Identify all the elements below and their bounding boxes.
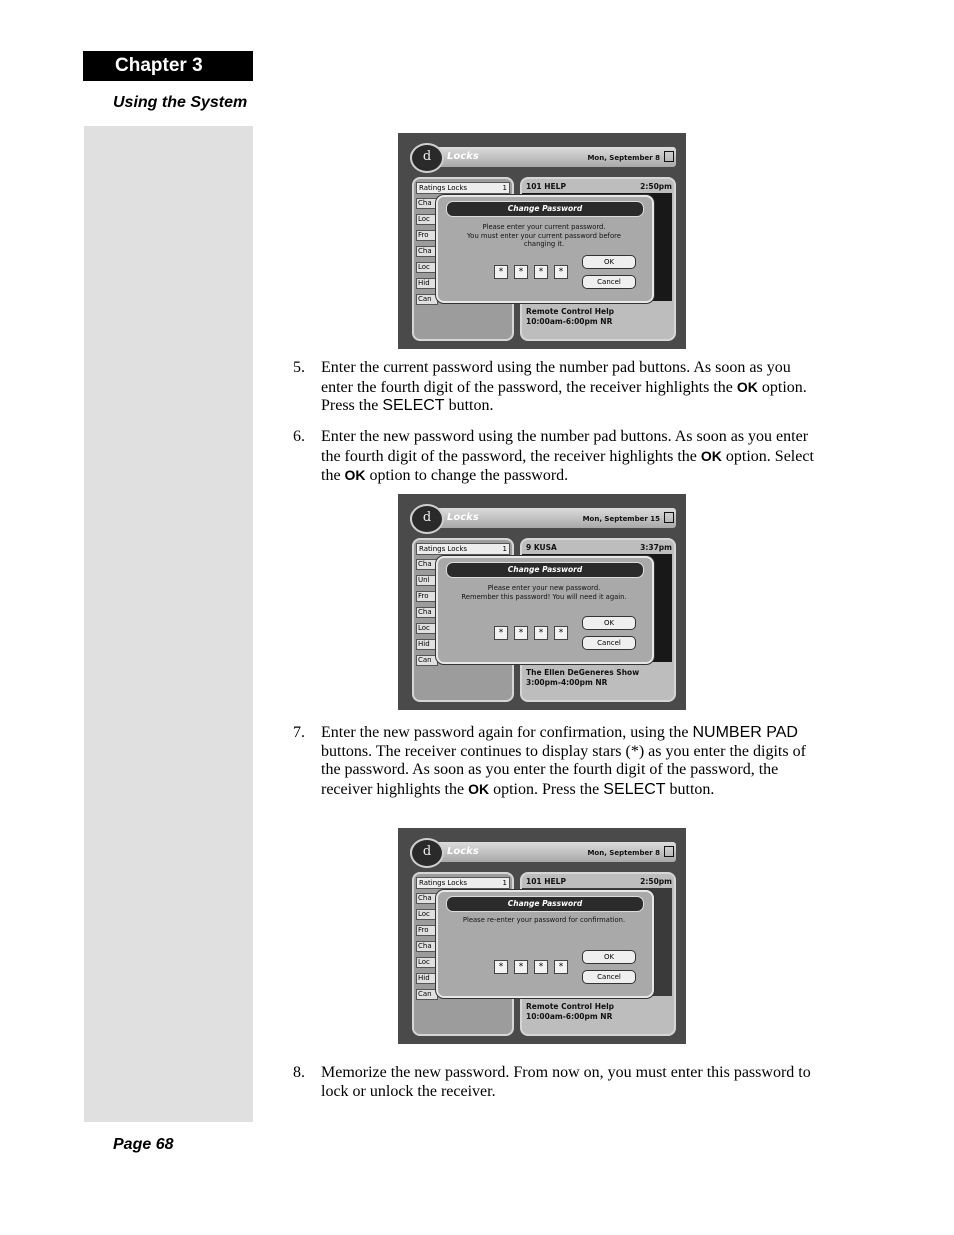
message-line: You must enter your current password before xyxy=(467,231,621,240)
ratings-locks-label: Ratings Locks xyxy=(419,184,468,192)
ratings-locks-item xyxy=(416,182,510,194)
password-digit: * xyxy=(554,265,568,279)
password-digit: * xyxy=(494,960,508,974)
sidebar-margin xyxy=(84,126,253,1122)
menu-item: Fro xyxy=(416,230,438,241)
menu-item: Cha xyxy=(416,559,438,570)
select-label: SELECT xyxy=(382,397,445,414)
tv-icon xyxy=(664,151,674,162)
step-text: button. xyxy=(444,397,494,414)
password-digit: * xyxy=(514,960,528,974)
screenshot-change-password-confirm xyxy=(398,828,686,1044)
dish-logo: d xyxy=(410,143,444,173)
menu-item: Loc xyxy=(416,262,438,273)
program-info xyxy=(526,1002,614,1022)
ok-label: OK xyxy=(700,447,722,464)
chapter-header: Chapter 3 xyxy=(83,51,253,81)
message-line: changing it. xyxy=(523,240,565,248)
message-line: Please enter your current password. xyxy=(482,223,606,231)
time-label: 2:50pm xyxy=(640,182,672,191)
password-digit: * xyxy=(554,960,568,974)
menu-item: Hid xyxy=(416,639,438,650)
program-time: 3:00pm-4:00pm NR xyxy=(526,678,608,687)
ok-label: OK xyxy=(468,780,490,797)
menu-item: Loc xyxy=(416,214,438,225)
screen-title: Locks xyxy=(447,512,479,523)
step-number: 8. xyxy=(293,1064,305,1081)
step-text: Enter the new password using the number pad buttons. As soon as you enter the fourth digit of the password, the receiver highlights the xyxy=(321,428,809,465)
program-info xyxy=(526,307,614,327)
menu-item: Fro xyxy=(416,591,438,602)
screenshot-change-password-new xyxy=(398,494,686,710)
menu-item: Cha xyxy=(416,607,438,618)
menu-item: Cha xyxy=(416,893,438,904)
menu-item: Loc xyxy=(416,909,438,920)
screenshot-change-password-current xyxy=(398,133,686,349)
ok-button: OK xyxy=(582,616,636,630)
menu-item: Can xyxy=(416,989,438,1000)
dialog-title: Change Password xyxy=(446,562,644,578)
number-pad-label: NUMBER PAD xyxy=(692,724,798,741)
menu-item: Loc xyxy=(416,957,438,968)
ratings-locks-label: Ratings Locks xyxy=(419,879,468,887)
step-text: option to change the password. xyxy=(365,467,569,484)
tv-icon xyxy=(664,846,674,857)
password-digit: * xyxy=(534,265,548,279)
password-digit: * xyxy=(494,265,508,279)
password-digit: * xyxy=(514,626,528,640)
menu-item: Cha xyxy=(416,198,438,209)
menu-item: Loc xyxy=(416,623,438,634)
message-line: Please enter your new password. xyxy=(487,584,601,592)
channel-label: 9 KUSA xyxy=(526,543,557,552)
ok-label: OK xyxy=(344,467,366,483)
dialog-message xyxy=(446,584,642,601)
message-line: Remember this password! You will need it again. xyxy=(461,592,627,601)
section-title: Using the System xyxy=(113,94,248,111)
ratings-locks-item xyxy=(416,877,510,889)
step-text: option. Press the xyxy=(321,378,807,414)
page-number: Page 68 xyxy=(113,1136,174,1153)
step-text: Memorize the new password. From now on, you must enter this password to lock or unlock the receiver. xyxy=(321,1064,811,1100)
step-text: option. Press the xyxy=(489,780,604,798)
menu-item: Can xyxy=(416,294,438,305)
step-number: 6. xyxy=(293,428,305,445)
select-label: SELECT xyxy=(603,780,666,798)
time-label: 2:50pm xyxy=(640,877,672,886)
program-info xyxy=(526,668,639,688)
dialog-title: Change Password xyxy=(446,896,644,912)
menu-item: Unl xyxy=(416,575,438,586)
dialog-message xyxy=(446,916,642,925)
ok-button: OK xyxy=(582,950,636,964)
step-8 xyxy=(293,1064,823,1101)
program-name: The Ellen DeGeneres Show xyxy=(526,668,640,677)
screen-date: Mon, September 15 xyxy=(582,515,660,523)
time-label: 3:37pm xyxy=(640,543,672,552)
screen-date: Mon, September 8 xyxy=(587,849,660,857)
menu-item: Cha xyxy=(416,941,438,952)
ratings-locks-count: 1 xyxy=(502,184,507,192)
program-time: 10:00am-6:00pm NR xyxy=(526,317,613,326)
menu-item: Fro xyxy=(416,925,438,936)
password-digit: * xyxy=(494,626,508,640)
step-6 xyxy=(293,428,823,486)
step-text: Enter the current password using the number pad buttons. As soon as you enter the fourth digit of the password, the receiver highlights the xyxy=(321,359,791,396)
tv-icon xyxy=(664,512,674,523)
step-number: 7. xyxy=(293,724,305,741)
step-number: 5. xyxy=(293,359,305,376)
program-name: Remote Control Help xyxy=(526,1002,615,1011)
step-text: option. Select the xyxy=(321,447,814,484)
channel-label: 101 HELP xyxy=(526,182,566,191)
program-time: 10:00am-6:00pm NR xyxy=(526,1012,613,1021)
step-text: Enter the new password again for confirmation, using the xyxy=(321,724,693,741)
ratings-locks-label: Ratings Locks xyxy=(419,545,468,553)
menu-item: Can xyxy=(416,655,438,666)
ratings-locks-count: 1 xyxy=(502,879,507,887)
cancel-button: Cancel xyxy=(582,275,636,289)
screen-date: Mon, September 8 xyxy=(587,154,660,162)
step-5 xyxy=(293,359,823,416)
menu-item: Hid xyxy=(416,278,438,289)
dialog-message xyxy=(446,223,642,249)
step-text: buttons. The receiver continues to display stars (*) as you enter the digits of the password. As soon as you enter the fourth digit of the password, the receiver highlights the xyxy=(321,742,806,798)
password-digit: * xyxy=(554,626,568,640)
menu-item: Hid xyxy=(416,973,438,984)
screen-title: Locks xyxy=(447,151,479,162)
step-7 xyxy=(293,724,823,799)
screen-title: Locks xyxy=(447,846,479,857)
program-name: Remote Control Help xyxy=(526,307,615,316)
dialog-title: Change Password xyxy=(446,201,644,217)
cancel-button: Cancel xyxy=(582,636,636,650)
channel-label: 101 HELP xyxy=(526,877,566,886)
ok-label: OK xyxy=(736,378,758,395)
ratings-locks-count: 1 xyxy=(502,545,507,553)
dish-logo: d xyxy=(410,504,444,534)
password-digit: * xyxy=(534,626,548,640)
password-digit: * xyxy=(514,265,528,279)
ratings-locks-item xyxy=(416,543,510,555)
password-digit: * xyxy=(534,960,548,974)
dish-logo: d xyxy=(410,838,444,868)
cancel-button: Cancel xyxy=(582,970,636,984)
ok-button: OK xyxy=(582,255,636,269)
menu-item: Cha xyxy=(416,246,438,257)
step-text: button. xyxy=(665,780,715,798)
message-line: Please re-enter your password for confirmation. xyxy=(462,916,626,924)
